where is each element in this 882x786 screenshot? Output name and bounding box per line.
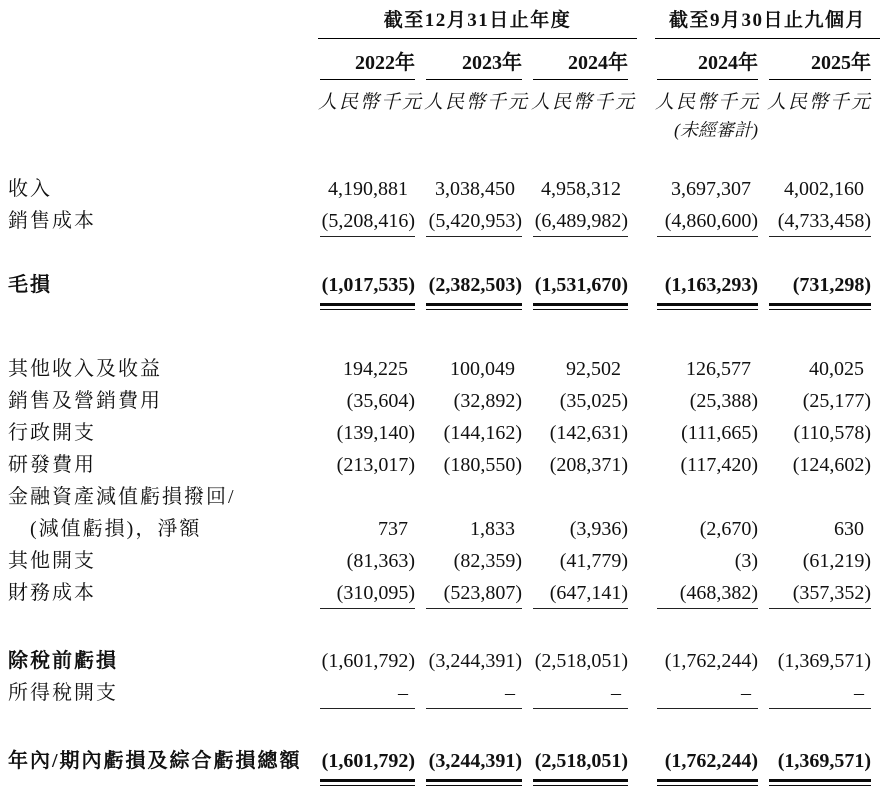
value-cell: – <box>611 682 622 704</box>
value-cell: 630 <box>834 518 865 540</box>
value-cell: (3,244,391) <box>428 650 522 672</box>
row-label: 其他開支 <box>8 550 96 572</box>
row-label: 銷售及營銷費用 <box>8 390 162 412</box>
value-cell: (25,177) <box>802 390 872 412</box>
value-cell: 126,577 <box>686 358 752 380</box>
value-cell: 3,038,450 <box>435 178 515 200</box>
year-label: 2024年 <box>533 46 628 80</box>
value-cell: 194,225 <box>343 358 408 380</box>
row-rd-expenses <box>0 448 880 480</box>
value-cell: (1,601,792) <box>321 750 415 772</box>
value-cell: (144,162) <box>443 422 522 444</box>
year-label: 2025年 <box>769 46 871 80</box>
currency-unit-label: 人民幣千元 <box>531 92 637 113</box>
year-header-row <box>0 38 880 80</box>
value-cell: 3,697,307 <box>671 178 752 200</box>
value-cell: (3) <box>734 550 759 572</box>
year-column-header-2023 <box>424 38 531 80</box>
value-cell: (3,244,391) <box>428 750 522 772</box>
unaudited-note-row <box>0 114 880 142</box>
value-cell: 40,025 <box>809 358 865 380</box>
row-cost-of-sales <box>0 204 880 236</box>
currency-unit-label: 人民幣千元 <box>655 92 761 113</box>
value-cell: (2,670) <box>699 518 759 540</box>
currency-unit-label: 人民幣千元 <box>318 92 424 113</box>
value-cell: (6,489,982) <box>534 210 629 232</box>
value-cell: – <box>505 682 515 704</box>
value-cell: (4,860,600) <box>664 210 759 232</box>
unaudited-note: (未經審計) <box>674 120 759 140</box>
row-finance-costs <box>0 576 880 608</box>
value-cell: (731,298) <box>792 274 872 296</box>
year-column-header-2025-interim <box>767 38 880 80</box>
value-cell: (117,420) <box>680 454 759 476</box>
row-label: 銷售成本 <box>8 210 96 232</box>
value-cell: (2,382,503) <box>428 274 522 296</box>
value-cell: (1,762,244) <box>664 650 759 672</box>
value-cell: (523,807) <box>443 582 522 604</box>
value-cell: (4,733,458) <box>777 210 872 232</box>
year-column-header-2024-interim <box>655 38 767 80</box>
column-gap <box>637 0 655 38</box>
value-cell: (5,208,416) <box>321 210 415 232</box>
row-label: (減值虧損)，淨額 <box>30 518 202 540</box>
value-cell: (35,604) <box>346 390 415 412</box>
period-group-header-row <box>0 0 880 38</box>
value-cell: (647,141) <box>549 582 629 604</box>
value-cell: (1,017,535) <box>321 274 415 296</box>
value-cell: (357,352) <box>792 582 872 604</box>
row-selling-marketing <box>0 384 880 416</box>
row-label: 研發費用 <box>8 454 96 476</box>
value-cell: (310,095) <box>336 582 415 604</box>
value-cell: 4,002,160 <box>784 178 865 200</box>
row-label: 年內/期內虧損及綜合虧損總額 <box>8 750 302 772</box>
row-gross-loss <box>0 268 880 300</box>
value-cell: (1,163,293) <box>664 274 759 296</box>
value-cell: 1,833 <box>470 518 515 540</box>
value-cell: (142,631) <box>549 422 629 444</box>
year-column-header-2024 <box>531 38 637 80</box>
empty-corner <box>0 0 318 38</box>
value-cell: (32,892) <box>453 390 522 412</box>
row-label: 毛損 <box>8 274 52 296</box>
value-cell: (25,388) <box>689 390 759 412</box>
currency-unit-label: 人民幣千元 <box>424 92 530 113</box>
year-label: 2023年 <box>426 46 522 80</box>
double-rule-row <box>0 776 880 786</box>
row-revenue <box>0 172 880 204</box>
value-cell: (213,017) <box>336 454 415 476</box>
value-cell: 4,190,881 <box>328 178 408 200</box>
row-loss-before-tax <box>0 644 880 676</box>
value-cell: (1,369,571) <box>777 650 872 672</box>
row-label: 所得稅開支 <box>8 682 118 704</box>
value-cell: 100,049 <box>450 358 515 380</box>
double-rule-row <box>0 300 880 310</box>
year-label: 2022年 <box>320 46 415 80</box>
value-cell: – <box>854 682 865 704</box>
row-label: 財務成本 <box>8 582 96 604</box>
value-cell: (1,601,792) <box>321 650 415 672</box>
row-label: 金融資產減值虧損撥回/ <box>8 486 236 508</box>
currency-unit-label: 人民幣千元 <box>767 92 873 113</box>
value-cell: (111,665) <box>681 422 759 444</box>
value-cell: – <box>398 682 408 704</box>
year-label: 2024年 <box>657 46 758 80</box>
value-cell: 92,502 <box>566 358 622 380</box>
row-impairment-line1 <box>0 480 880 512</box>
row-label: 行政開支 <box>8 422 96 444</box>
row-label: 收入 <box>8 178 52 200</box>
value-cell: (468,382) <box>679 582 759 604</box>
row-other-income <box>0 352 880 384</box>
value-cell: (82,359) <box>453 550 522 572</box>
value-cell: (1,369,571) <box>777 750 872 772</box>
value-cell: (2,518,051) <box>534 650 629 672</box>
row-impairment-line2 <box>0 512 880 544</box>
value-cell: (3,936) <box>569 518 629 540</box>
row-income-tax <box>0 676 880 708</box>
value-cell: (35,025) <box>559 390 629 412</box>
value-cell: (61,219) <box>802 550 872 572</box>
header-period-interim: 截至9月30日止九個月 <box>655 0 880 38</box>
value-cell: (124,602) <box>792 454 872 476</box>
value-cell: – <box>741 682 752 704</box>
value-cell: 4,958,312 <box>541 178 622 200</box>
value-cell: (180,550) <box>443 454 522 476</box>
value-cell: (110,578) <box>793 422 872 444</box>
value-cell: (81,363) <box>346 550 415 572</box>
row-label: 其他收入及收益 <box>8 358 162 380</box>
value-cell: (41,779) <box>559 550 629 572</box>
value-cell: (1,531,670) <box>534 274 629 296</box>
value-cell: (1,762,244) <box>664 750 759 772</box>
value-cell: 737 <box>378 518 408 540</box>
currency-unit-row <box>0 80 880 114</box>
value-cell: (2,518,051) <box>534 750 629 772</box>
year-column-header-2022 <box>318 38 424 80</box>
row-admin-expenses <box>0 416 880 448</box>
row-other-expenses <box>0 544 880 576</box>
row-label: 除稅前虧損 <box>8 650 118 672</box>
value-cell: (139,140) <box>336 422 415 444</box>
header-period-annual: 截至12月31日止年度 <box>318 0 637 38</box>
value-cell: (5,420,953) <box>428 210 522 232</box>
value-cell: (208,371) <box>549 454 629 476</box>
row-total-loss <box>0 744 880 776</box>
